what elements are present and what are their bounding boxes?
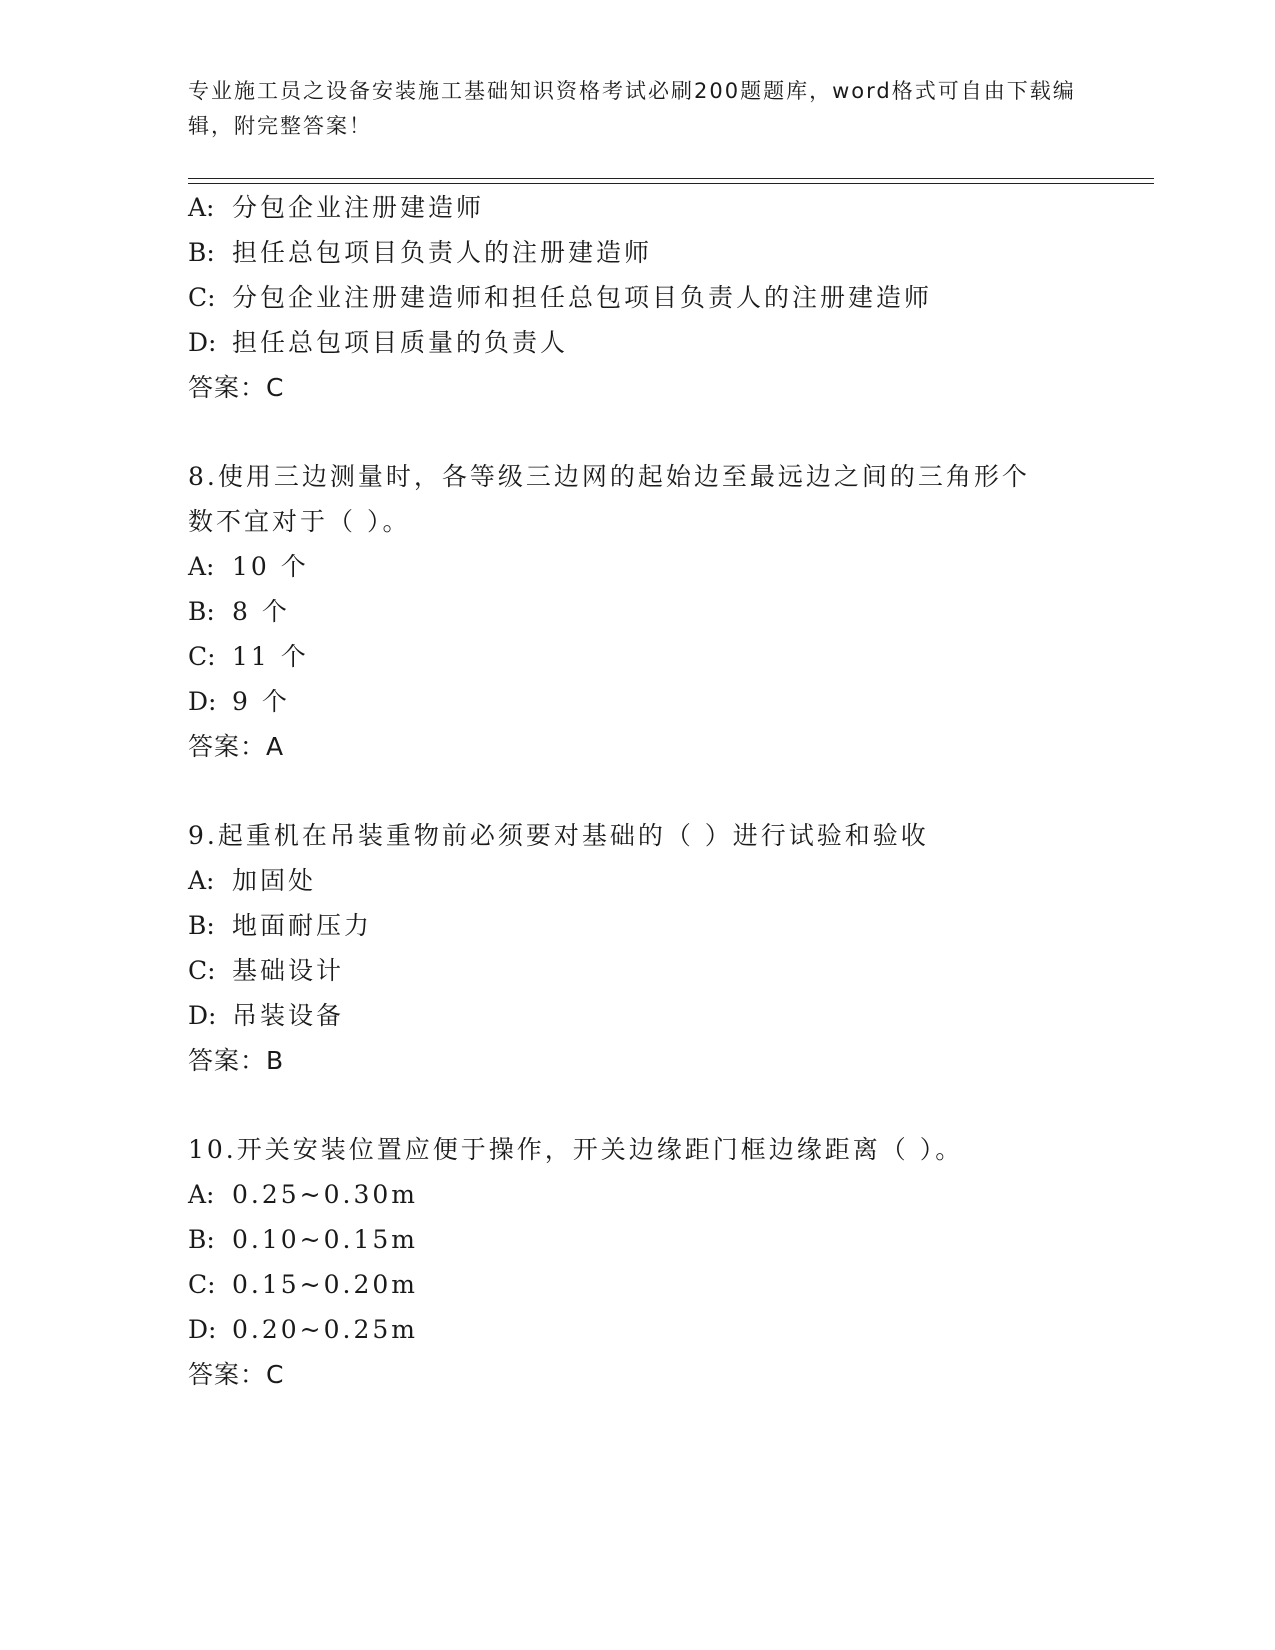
document-header: 专业施工员之设备安装施工基础知识资格考试必刷200题题库，word格式可自由下载编辑，附完整答案！ [188,79,1076,138]
header-rule-top [188,178,1154,179]
option-text: 担任总包项目负责人的注册建造师 [232,238,653,267]
q10-option-c [188,1269,418,1301]
option-key: A: [188,193,215,222]
option-text: 11 个 [232,642,309,671]
q9-option-b [188,910,372,942]
q7-option-a [188,192,484,224]
option-text: 9 个 [232,687,290,716]
q10-answer: 答案：C [188,1360,285,1389]
q7-answer: 答案：C [188,373,285,402]
q8-option-d [188,686,290,718]
option-key: B: [188,1225,215,1254]
option-key: C: [188,956,216,985]
option-text: 0.10~0.15m [232,1225,418,1254]
q9-option-a [188,865,316,897]
q9-answer: 答案：B [188,1046,285,1075]
option-key: C: [188,1270,216,1299]
option-key: B: [188,911,215,940]
option-text: 地面耐压力 [232,911,373,940]
q8-answer: 答案：A [188,732,285,761]
q8-stem-line1: 8.使用三边测量时，各等级三边网的起始边至最远边之间的三角形个 [188,462,1030,491]
q8-option-b [188,596,290,628]
q10-option-d [188,1314,418,1346]
q9-stem-line1: 9.起重机在吊装重物前必须要对基础的（ ）进行试验和验收 [188,821,929,850]
option-key: B: [188,238,215,267]
option-text: 8 个 [232,597,290,626]
q7-option-b [188,237,652,269]
q7-option-d [188,327,568,359]
option-text: 担任总包项目质量的负责人 [232,328,569,357]
q10-stem-line1: 10.开关安装位置应便于操作，开关边缘距门框边缘距离（ ）。 [188,1135,964,1164]
header-rule-bottom [188,183,1154,184]
q8-option-a [188,551,309,583]
q10-option-a [188,1179,418,1211]
q10-option-b [188,1224,418,1256]
option-text: 基础设计 [232,956,345,985]
option-text: 分包企业注册建造师和担任总包项目负责人的注册建造师 [232,283,933,312]
option-key: D: [188,328,217,357]
option-key: A: [188,552,215,581]
option-text: 10 个 [232,552,309,581]
option-text: 0.25~0.30m [232,1180,418,1209]
option-text: 0.20~0.25m [232,1315,418,1344]
q7-option-c [188,282,932,314]
q8-option-c [188,641,309,673]
option-key: C: [188,283,216,312]
option-text: 0.15~0.20m [232,1270,418,1299]
q9-option-d [188,1000,344,1032]
option-text: 加固处 [232,866,317,895]
q9-option-c [188,955,344,987]
option-key: D: [188,1315,217,1344]
option-key: B: [188,597,215,626]
option-key: D: [188,1001,217,1030]
option-key: A: [188,1180,215,1209]
option-key: C: [188,642,216,671]
q8-stem-line2: 数不宜对于（ ）。 [188,507,411,536]
option-key: A: [188,866,215,895]
option-text: 吊装设备 [232,1001,345,1030]
option-key: D: [188,687,217,716]
option-text: 分包企业注册建造师 [232,193,485,222]
